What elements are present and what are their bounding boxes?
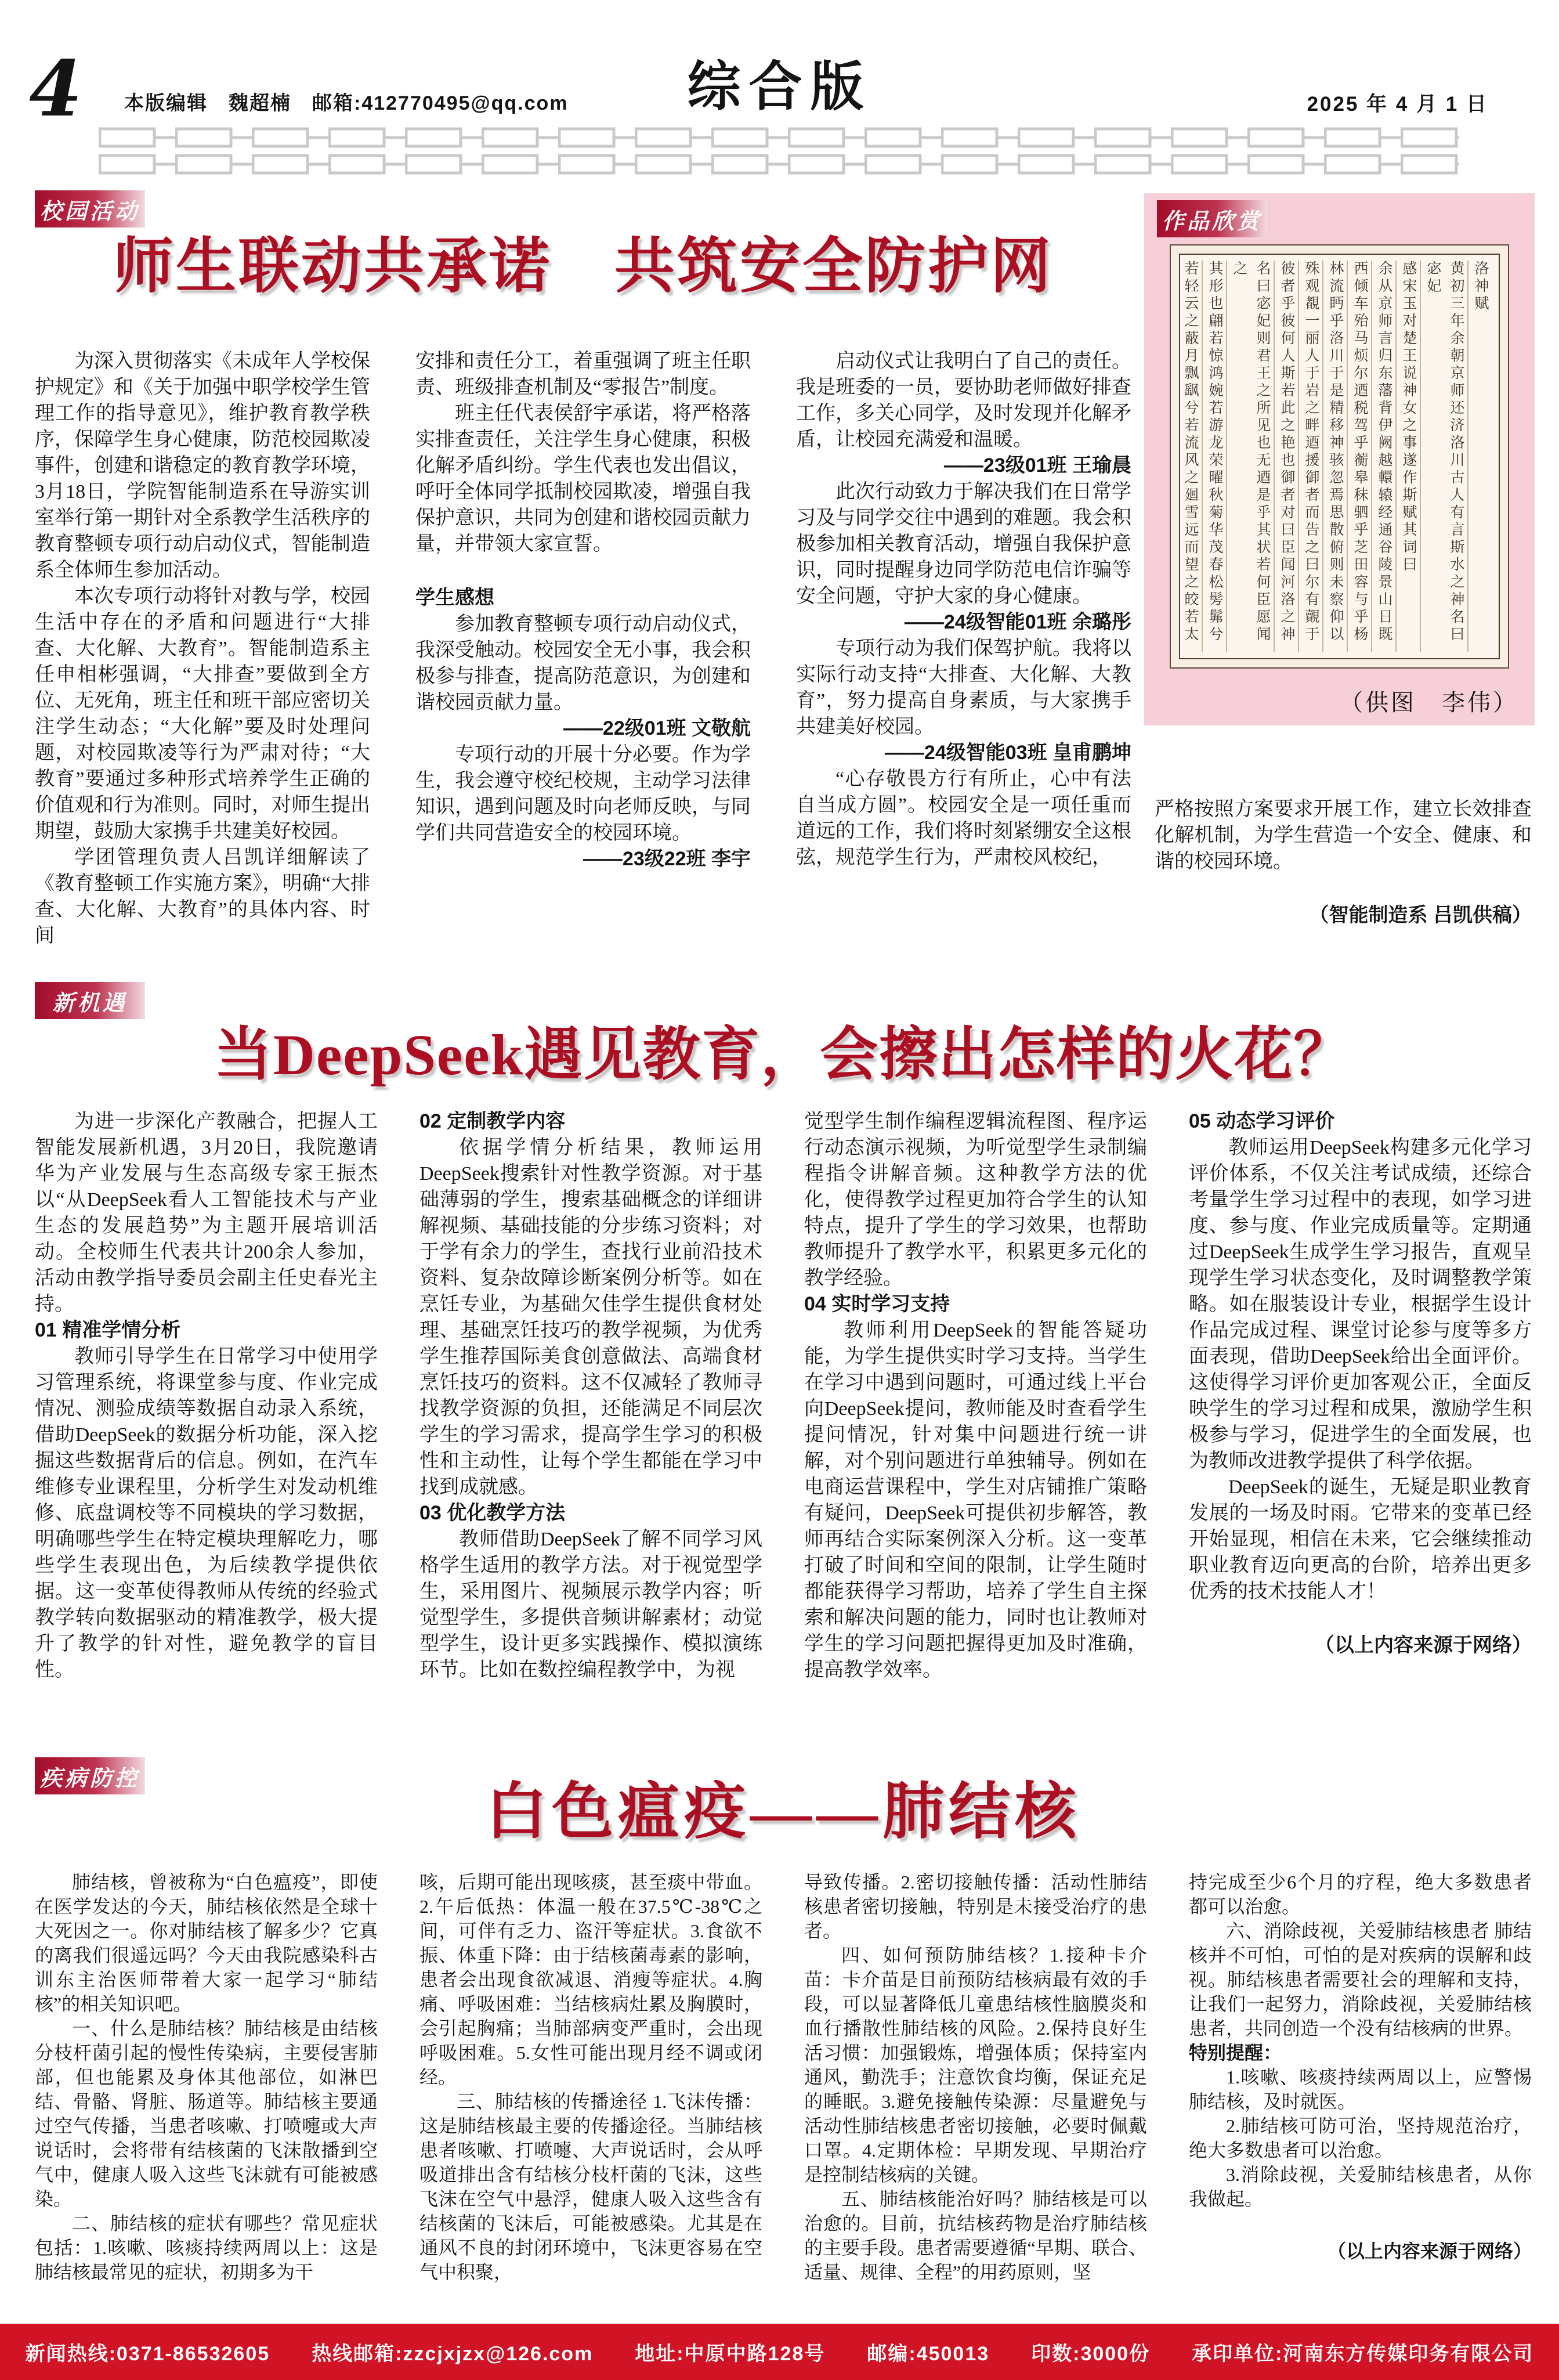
page-number: 4 [29, 44, 82, 134]
paragraph: 3.消除歧视，关爱肺结核患者，从你我做起。 [1189, 2164, 1532, 2209]
paragraph: 教师运用DeepSeek构建多元化学习评价体系，不仅关注考试成绩，还综合考量学生学习过程中的表现，如学习进度、参与度、作业完成质量等。定期通过DeepSeek生成学生学习报告，直观呈现学生学习状态变化，及时调整教学策略。如在服装设计专业，根据学生设计作品完成过程、课堂讨论参与度等多方面表现，借助DeepSeek给出全面评价。这使得学习评价更加客观公正，全面反映学生的学习过程和成果，激励学生积极参与学习，促进学生的全面发展，也为教师改进教学提供了科学依据。 [1189, 1137, 1532, 1472]
paragraph: 教师借助DeepSeek了解不同学习风格学生适用的教学方法。对于视觉型学生，采用图片、视频展示教学内容；听觉型学生，多提供音频讲解素材；动觉型学生，设计更多实践操作、模拟演练环节。比如在数控编程教学中，为视 [419, 1529, 762, 1681]
attribution: （以上内容来源于网络） [1327, 2241, 1532, 2262]
attribution: （以上内容来源于网络） [1315, 1634, 1532, 1656]
paragraph: 一、什么是肺结核？肺结核是由结核分枝杆菌引起的慢性传染病，主要侵害肺部，但也能累及身体其他部位，如淋巴结、骨骼、肾脏、肠道等。肺结核主要通过空气传播，当患者咳嗽、打喷嚏或大声说话时，会将带有结核菌的飞沫散播到空气中，健康人吸入这些飞沫就有可能被感染。 [35, 2018, 378, 2209]
campus-article-body [35, 348, 1131, 956]
paragraph: 持完成至少6个月的疗程，绝大多数患者都可以治愈。 [1189, 1872, 1532, 1917]
paragraph: 三、肺结核的传播途径 1.飞沫传播：这是肺结核最主要的传播途径。当肺结核患者咳嗽、打喷嚏、大声说话时，会从呼吸道排出含有结核分枝杆菌的飞沫，这些飞沫在空气中悬浮，健康人吸入这些含有结核菌的飞沫后，可能被感染。尤其是在通风不良的封闭环境中，飞沫更容易在空气中积聚， [419, 2091, 762, 2283]
paragraph: 导致传播。2.密切接触传播：活动性肺结核患者密切接触，特别是未接受治疗的患者。 [804, 1872, 1147, 1941]
paragraph: 专项行动的开展十分必要。作为学生，我会遵守校纪校规，主动学习法律知识，遇到问题及时向老师反映，与同学们共同营造安全的校园环境。 [415, 744, 751, 844]
artwork-panel [1144, 193, 1535, 725]
campus-column-4 [1155, 796, 1532, 929]
paragraph: 为进一步深化产教融合，把握人工智能发展新机遇，3月20日，我院邀请华为产业发展与生态高级专家王振杰以“从DeepSeek看人工智能技术与产业生态的发展趋势”为主题开展培训活动。全校师生代表共计200余人参加，活动由教学指导委员会副主任史春光主持。 [35, 1111, 378, 1315]
deepseek-column-2 [419, 1108, 762, 1738]
deepseek-column-1 [35, 1108, 378, 1738]
paragraph: 2.肺结核可防可治，坚持规范治疗，绝大多数患者可以治愈。 [1189, 2115, 1532, 2161]
paragraph: 严格按照方案要求开展工作，建立长效排查化解机制，为学生营造一个安全、健康、和谐的校园环境。 [1155, 799, 1532, 872]
paragraph: 启动仪式让我明白了自己的责任。我是班委的一员，要协助老师做好排查工作，多关心同学，及时发现并化解矛盾，让校园充满爱和温暖。 [796, 351, 1131, 450]
paragraph: 专项行动为我们保驾护航。我将以实际行动支持“大排查、大化解、大教育”，努力提高自身素质，与大家携手共建美好校园。 [796, 638, 1131, 738]
paragraph: 安排和责任分工，着重强调了班主任职责、班级排查机制及“零报告”制度。 [415, 351, 751, 398]
section-badge-disease: 疾病防控 [35, 1757, 145, 1794]
section-badge-artwork: 作品欣赏 [1157, 200, 1267, 237]
tb-column-2 [419, 1870, 762, 2321]
footer-bar [0, 2324, 1559, 2380]
paragraph: 肺结核，曾被称为“白色瘟疫”，即使在医学发达的今天，肺结核依然是全球十大死因之一。你对肺结核了解多少？它真的离我们很遥远吗？今天由我院感染科古训东主治医师带着大家一起学习“肺结核”的相关知识吧。 [35, 1872, 378, 2014]
attribution: （智能制造系 吕凯供稿） [1309, 904, 1532, 926]
deepseek-column-3 [804, 1108, 1147, 1738]
attribution: ——24级智能01班 余璐彤 [904, 611, 1131, 633]
deepseek-headline: 当DeepSeek遇见教育，会擦出怎样的火花？ [214, 1023, 1353, 1087]
paragraph: 二、肺结核的症状有哪些？常见症状包括：1.咳嗽、咳痰持续两周以上：这是肺结核最常见的症状，初期多为干 [35, 2213, 378, 2283]
calligraphy-artwork: 洛神赋 黄初三年余朝京师还济洛川古人有言斯水之神名曰宓妃 感宋玉对楚王说神女之事遂作斯赋其词曰 余从京师言归东藩背伊阙越轘辕经通谷陵景山日既 西倾车殆马烦尔迺税驾乎蘅皋秣驷乎芝田容与乎杨 林流眄乎洛川于是精移神骇忽焉思散俯则未察仰以 殊观覩一丽人于岩之畔迺援御者而告之曰尔有覿于 彼者乎彼何人斯若此之艳也御者对曰臣闻河洛之神 名曰宓妃则君王之所见也无迺是乎其状若何臣愿闻之 其形也翩若惊鸿婉若游龙荣曜秋菊华茂春松髣髴兮 若轻云之蔽月飘飖兮若流风之廻雪远而望之皎若太 [1179, 254, 1500, 659]
tb-column-4 [1189, 1870, 1532, 2321]
subheading: 特别提醒： [1189, 2042, 1282, 2063]
subheading: 02 定制教学内容 [419, 1110, 566, 1132]
paragraph: 学团管理负责人吕凯详细解读了《教育整顿工作实施方案》，明确“大排查、大化解、大教育”的具体内容、时间 [35, 847, 370, 947]
subheading: 05 动态学习评价 [1189, 1110, 1335, 1132]
decorative-border [99, 124, 1459, 178]
paragraph: 教师利用DeepSeek的智能答疑功能，为学生提供实时学习支持。当学生在学习中遇到问题时，可通过线上平台向DeepSeek提问，教师能及时查看学生提问情况，针对集中问题进行统一讲解，对个别问题进行单独辅导。例如在电商运营课程中，学生对店铺推广策略有疑问，DeepSeek可提供初步解答，教师再结合实际案例深入分析。这一变革打破了时间和空间的限制，让学生随时都能获得学习帮助，培养了学生自主探索和解决问题的能力，同时也让教师对学生的学习问题把握得更加及时准确，提高教学效率。 [804, 1320, 1147, 1681]
paragraph: 为深入贯彻落实《未成年人学校保护规定》和《关于加强中职学校学生管理工作的指导意见》，维护教育教学秩序，保障学生身心健康，防范校园欺凌事件，创建和谐稳定的教育教学环境，3月18日，学院智能制造系在导游实训室举行第一期针对全系教学生活秩序的教育整顿专项行动启动仪式，智能制造系全体师生参加活动。 [35, 351, 370, 581]
paragraph: 四、如何预防肺结核？1.接种卡介苗：卡介苗是目前预防结核病最有效的手段，可以显著降低儿童患结核性脑膜炎和血行播散性肺结核的风险。2.保持良好生活习惯：加强锻炼，增强体质；保持室内通风，勤洗手；注意饮食均衡，保证充足的睡眠。3.避免接触传染源：尽量避免与活动性肺结核患者密切接触，必要时佩戴口罩。4.定期体检：早期发现、早期治疗是控制结核病的关键。 [804, 1945, 1147, 2185]
subheading: 04 实时学习支持 [804, 1293, 950, 1315]
paragraph: 咳，后期可能出现咳痰，甚至痰中带血。2.午后低热：体温一般在37.5℃-38℃之间，可伴有乏力、盗汗等症状。3.食欲不振、体重下降：由于结核菌毒素的影响，患者会出现食欲减退、消瘦等症状。4.胸痛、呼吸困难：当结核病灶累及胸膜时，会引起胸痛；当肺部病变严重时，会出现呼吸困难。5.女性可能出现月经不调或闭经。 [419, 1872, 762, 2088]
edition-title: 综合版 [687, 57, 872, 117]
paragraph: 1.咳嗽、咳痰持续两周以上，应警惕肺结核，及时就医。 [1189, 2067, 1532, 2112]
tb-article-body [35, 1870, 1532, 2321]
paragraph: DeepSeek的诞生，无疑是职业教育发展的一场及时雨。它带来的变革已经开始显现，相信在未来，它会继续推动职业教育迈向更高的台阶，培养出更多优秀的技术技能人才！ [1189, 1476, 1532, 1602]
paragraph: “心存敬畏方行有所止，心中有法自当成方圆”。校园安全是一项任重而道远的工作，我们将时刻紧绷安全这根弦，规范学生行为，严肃校风校纪， [796, 768, 1131, 868]
campus-column-2 [415, 348, 751, 956]
editor-line: 本版编辑 魏超楠 邮箱:412770495@qq.com [124, 92, 569, 114]
footer-text: 新闻热线:0371-86532605 热线邮箱:zzcjxjzx@126.com 地址:中原中路128号 邮编:450013 印数:3000份 承印单位:河南东方传媒印务有限公司 [25, 2343, 1534, 2365]
tb-column-1 [35, 1870, 378, 2321]
campus-column-3 [796, 348, 1131, 956]
paragraph: 此次行动致力于解决我们在日常学习及与同学交往中遇到的难题。我会积极参加相关教育活动，增强自我保护意识，同时提醒身边同学防范电信诈骗等安全问题，守护大家的身心健康。 [796, 481, 1131, 607]
subheading: 学生感想 [415, 587, 494, 609]
paragraph: 班主任代表侯舒宇承诺，将严格落实排查责任，关注学生身心健康，积极化解矛盾纠纷。学生代表也发出倡议，呼吁全体同学抵制校园欺凌，增强自我保护意识，共同为创建和谐校园贡献力量，并带领大家宣誓。 [415, 403, 751, 555]
paragraph: 六、消除歧视，关爱肺结核患者 肺结核并不可怕，可怕的是对疾病的误解和歧视。肺结核患者需要社会的理解和支持，让我们一起努力，消除歧视，关爱肺结核患者，共同创造一个没有结核病的世界。 [1189, 1920, 1532, 2039]
paragraph: 觉型学生制作编程逻辑流程图、程序运行动态演示视频，为听觉型学生录制编程指令讲解音频。这种教学方法的优化，使得教学过程更加符合学生的认知特点，提升了学生的学习效果，也帮助教师提升了教学水平，积累更多元化的教学经验。 [804, 1111, 1147, 1289]
subheading: 03 优化教学方法 [419, 1502, 566, 1524]
subheading: 01 精准学情分析 [35, 1319, 181, 1341]
section-badge-deepseek: 新机遇 [35, 982, 145, 1019]
section-badge-campus: 校园活动 [35, 190, 145, 227]
publication-date: 2025 年 4 月 1 日 [1307, 93, 1488, 115]
deepseek-column-4 [1189, 1108, 1532, 1738]
attribution: ——22级01班 文敬航 [563, 717, 751, 739]
campus-headline: 师生联动共承诺 共筑安全防护网 [113, 233, 1053, 300]
paragraph: 五、肺结核能治好吗？肺结核是可以治愈的。目前，抗结核药物是治疗肺结核的主要手段。患者需要遵循“早期、联合、适量、规律、全程”的用药原则，坚 [804, 2188, 1147, 2283]
paragraph: 依据学情分析结果，教师运用DeepSeek搜索针对性教学资源。对于基础薄弱的学生，搜索基础概念的详细讲解视频、基础技能的分步练习资料；对于学有余力的学生，查找行业前沿技术资料、复杂故障诊断案例分析等。如在烹饪专业，为基础欠佳学生提供食材处理、基础烹饪技巧的教学视频，为优秀学生推荐国际美食创意做法、高端食材烹饪技巧的资料。这不仅减轻了教师寻找教学资源的负担，还能满足不同层次学生的学习需求，提高学生学习的积极性和主动性，让每个学生都能在学习中找到成就感。 [419, 1137, 762, 1498]
attribution: ——23级01班 王瑜晨 [943, 454, 1131, 476]
attribution: ——23级22班 李宇 [583, 848, 751, 870]
paragraph: 教师引导学生在日常学习中使用学习管理系统，将课堂参与度、作业完成情况、测验成绩等数据自动录入系统，借助DeepSeek的数据分析功能，深入挖掘这些数据背后的信息。例如，在汽车维修专业课程里，分析学生对发动机维修、底盘调校等不同模块的学习数据，明确哪些学生在特定模块理解吃力，哪些学生表现出色，为后续教学提供依据。这一变革使得教师从传统的经验式教学转向数据驱动的精准教学，极大提升了教学的针对性，避免教学的盲目性。 [35, 1346, 378, 1681]
paragraph: 参加教育整顿专项行动启动仪式，我深受触动。校园安全无小事，我会积极参与排查，提高防范意识，为创建和谐校园贡献力量。 [415, 613, 751, 713]
tb-headline: 白色瘟疫——肺结核 [486, 1778, 1081, 1846]
calligraphy-photo [1170, 244, 1509, 669]
deepseek-article-body [35, 1108, 1532, 1738]
tb-column-3 [804, 1870, 1147, 2321]
artwork-caption: （供图 李伟） [1340, 689, 1518, 716]
attribution: ——24级智能03班 皇甫鹏坤 [884, 742, 1131, 764]
paragraph: 本次专项行动将针对教与学，校园生活中存在的矛盾和问题进行“大排查、大化解、大教育”。智能制造系主任申相彬强调，“大排查”要做到全方位、无死角，班主任和班干部应密切关注学生动态；“大化解”要及时处理问题，对校园欺凌等行为严肃对待；“大教育”要通过多种形式培养学生正确的价值观和行为准则。同时，对师生提出期望，鼓励大家携手共建美好校园。 [35, 586, 370, 842]
campus-column-1 [35, 348, 370, 956]
